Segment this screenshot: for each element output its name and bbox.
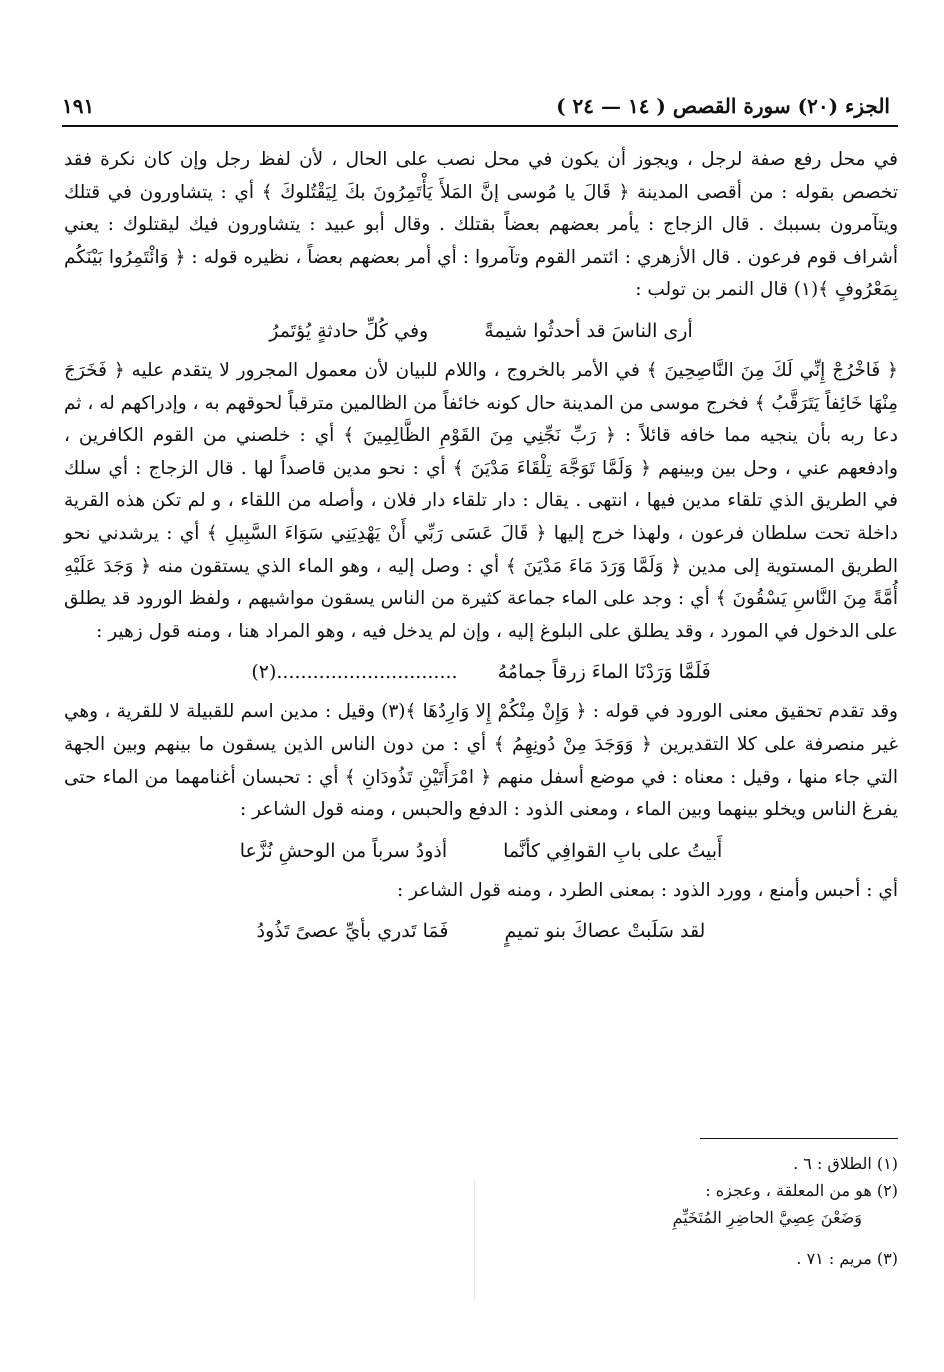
verse-4-second-hemistich: فَمَا تَدري بأيِّ عصىً تَذُودُ bbox=[256, 920, 449, 943]
footnote-1: (١) الطلاق : ٦ . bbox=[793, 1154, 898, 1173]
verse-1 bbox=[64, 313, 898, 349]
footnote-rule bbox=[700, 1138, 898, 1139]
page-crease-mark bbox=[474, 1180, 475, 1300]
verse-3-second-hemistich: أذودُ سرباً من الوحشِ نُزَّعا bbox=[239, 839, 448, 862]
verse-2 bbox=[64, 654, 898, 690]
verse-3-first-hemistich: أَبيتُ على بابِ القوافِي كأنَّما bbox=[503, 839, 723, 862]
verse-4-first-hemistich: لقد سَلَبتْ عصاكَ بنو تميمٍ bbox=[504, 920, 706, 943]
main-text bbox=[64, 144, 898, 955]
page-number: ١٩١ bbox=[62, 94, 95, 118]
page-header bbox=[62, 90, 898, 126]
header-rule bbox=[62, 125, 898, 127]
paragraph-3: وقد تقدم تحقيق معنى الورود في قوله : ﴿ وَإِنْ مِنْكُمْ إِلا وَارِدُهَا ﴾(٣) وقيل : مدين اسم للقبيلة لا للقرية ، وهي غير منصرفة على كلا التقديرين ﴿ وَوَجَدَ مِنْ دُونِهِمُ ﴾ أي : من دون الناس الذين يسقون ما بينهم وبين الجهة التي جاء منها ، وقيل : معناه : في موضع أسفل منهم ﴿ امْرَأَتَيْنِ تَذُودَانِ ﴾ أي : تحبسان أغنامهما من الماء حتى يفرغ الناس ويخلو بينهما وبين الماء ، ومعنى الذود : الدفع والحبس ، ومنه قول الشاعر : bbox=[64, 701, 898, 821]
verse-2-first-hemistich: فَلَمَّا وَرَدْنَا الماءَ زرقاً جمامُهُ bbox=[497, 661, 711, 684]
verse-2-second-hemistich: ..............................(٢) bbox=[251, 661, 458, 684]
paragraph-2: ﴿ فَاخْرُجْ إِنِّي لَكَ مِنَ النَّاصِحِينَ ﴾ في الأمر بالخروج ، واللام للبيان لأن معمول المجرور لا يتقدم عليه ﴿ فَخَرَجَ مِنْهَا خَائِفاً يَتَرَقَّبُ ﴾ فخرج موسى من المدينة حال كونه خائفاً من الظالمين مترقباً لحوقهم به ، وإدراكهم له ، ثم دعا ربه بأن ينجيه مما خافه قائلاً : ﴿ رَبِّ نَجِّنِي مِنَ القَوْمِ الظَّالِمِينَ ﴾ أي : خلصني من القوم الكافرين ، وادفعهم عني ، وحل بين وبينهم ﴿ وَلَمَّا تَوَجَّهَ تِلْقَاءَ مَدْيَنَ ﴾ أي : نحو مدين قاصداً لها . قال الزجاج : أي سلك في الطريق الذي تلقاء مدين فيها ، انتهى . يقال : دار تلقاء دار فلان ، وأصله من اللقاء ، و لم تكن هذه القرية داخلة تحت سلطان فرعون ، ولهذا خرج إليها ﴿ قَالَ عَسَى رَبِّي أَنْ يَهْدِيَنِي سَوَاءَ السَّبِيلِ ﴾ أي : يرشدني نحو الطريق المستوية إلى مدين ﴿ وَلَمَّا وَرَدَ مَاءَ مَدْيَنَ ﴾ أي : وصل إليه ، وهو الماء الذي يستقون منه ﴿ وَجَدَ عَلَيْهِ أُمَّةً مِنَ النَّاسِ يَسْقُونَ ﴾ أي : وجد على الماء جماعة كثيرة من الناس يسقون مواشيهم ، ولفظ الورود قد يطلق على الدخول في المورد ، وقد يطلق على البلوغ إليه ، وإن لم يدخل فيه ، وهو المراد هنا ، ومنه قول زهير : bbox=[64, 359, 898, 642]
footnote-2-verse: وَضَعْنَ عِصِيَّ الحاضِرِ المُتَخَيِّمِ bbox=[672, 1208, 862, 1227]
footnotes bbox=[64, 1150, 898, 1272]
verse-3 bbox=[64, 833, 898, 869]
running-title: الجزء (٢٠) سورة القصص ( ١٤ — ٢٤ ) bbox=[556, 94, 890, 118]
footnote-2: (٢) هو من المعلقة ، وعجزه : bbox=[705, 1181, 898, 1200]
paragraph-4: أي : أحبس وأمنع ، وورد الذود : بمعنى الطرد ، ومنه قول الشاعر : bbox=[397, 879, 898, 901]
footnote-3: (٣) مريم : ٧١ . bbox=[796, 1249, 898, 1268]
paragraph-1: في محل رفع صفة لرجل ، ويجوز أن يكون في محل نصب على الحال ، لأن لفظ رجل وإن كان نكرة فقد تخصص بقوله : من أقصى المدينة ﴿ قَالَ يا مُوسى إنَّ المَلأَ يَأْتَمِرُونَ بكَ لِيَقْتُلوكَ ﴾ أي : يتشاورون في قتلك ويتآمرون بسببك . قال الزجاج : يأمر بعضهم بعضاً بقتلك . وقال أبو عبيد : يتشاورون فيك ليقتلوك : يعني أشراف قوم فرعون . قال الأزهري : ائتمر القوم وتآمروا : أي أمر بعضهم بعضاً ، نظيره قوله : ﴿ وَائْتَمِرُوا بَيْنَكُم بِمَعْرُوفٍ ﴾(١) قال النمر بن تولب : bbox=[64, 149, 898, 301]
verse-1-second-hemistich: وفي كُلِّ حادثةٍ يُؤتَمرُ bbox=[269, 319, 429, 342]
verse-4 bbox=[64, 913, 898, 949]
verse-1-first-hemistich: أرى الناسَ قد أحدثُوا شيمةً bbox=[484, 319, 693, 342]
footnote-spacer bbox=[64, 1231, 898, 1245]
